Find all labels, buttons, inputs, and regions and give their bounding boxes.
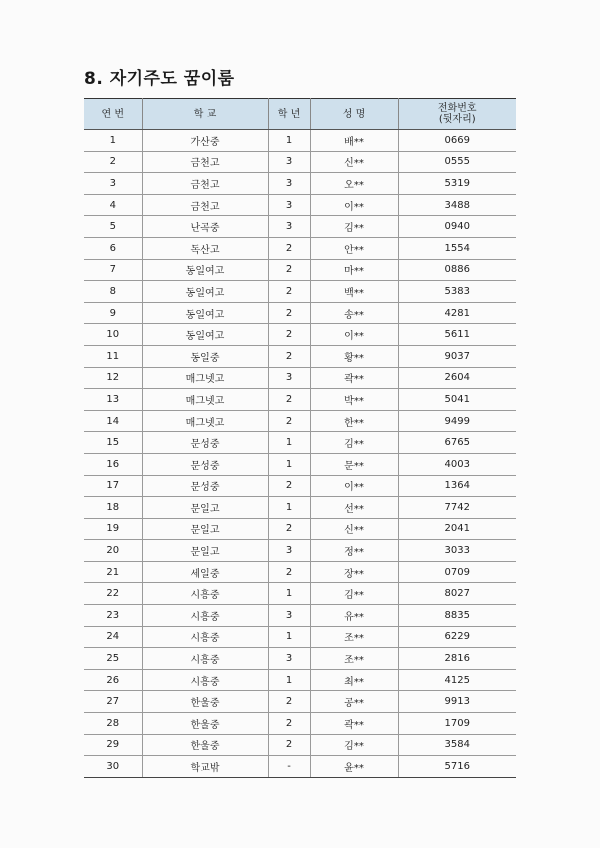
cell-name: 오** (310, 173, 398, 195)
cell-grade: 1 (268, 130, 310, 152)
cell-name: 신** (310, 518, 398, 540)
cell-grade: 2 (268, 691, 310, 713)
cell-phone: 5383 (398, 281, 516, 303)
table-row (84, 173, 516, 195)
cell-grade: 2 (268, 475, 310, 497)
cell-school: 동일여고 (142, 302, 268, 324)
cell-name: 김** (310, 432, 398, 454)
cell-phone: 9499 (398, 410, 516, 432)
cell-school: 세일중 (142, 561, 268, 583)
cell-school: 금천고 (142, 194, 268, 216)
table-row (84, 605, 516, 627)
cell-phone: 2816 (398, 648, 516, 670)
cell-no: 16 (84, 453, 142, 475)
cell-grade: 3 (268, 540, 310, 562)
header-phone-line2: (뒷자리) (438, 114, 476, 125)
table-row (84, 734, 516, 756)
cell-grade: 3 (268, 367, 310, 389)
cell-phone: 4125 (398, 669, 516, 691)
cell-school: 동일여고 (142, 259, 268, 281)
cell-no: 26 (84, 669, 142, 691)
cell-phone: 9037 (398, 345, 516, 367)
cell-name: 백** (310, 281, 398, 303)
cell-name: 윤** (310, 756, 398, 778)
cell-name: 김** (310, 583, 398, 605)
cell-no: 22 (84, 583, 142, 605)
cell-no: 2 (84, 151, 142, 173)
header-name: 성 명 (310, 99, 398, 130)
cell-no: 4 (84, 194, 142, 216)
table-row (84, 410, 516, 432)
table-row (84, 518, 516, 540)
cell-name: 유** (310, 605, 398, 627)
table-row (84, 281, 516, 303)
cell-phone: 6229 (398, 626, 516, 648)
cell-no: 30 (84, 756, 142, 778)
header-no: 연 번 (84, 99, 142, 130)
cell-name: 조** (310, 648, 398, 670)
cell-grade: 3 (268, 194, 310, 216)
cell-grade: 2 (268, 734, 310, 756)
cell-grade: 3 (268, 216, 310, 238)
table-row (84, 216, 516, 238)
cell-school: 가산중 (142, 130, 268, 152)
table-row (84, 324, 516, 346)
cell-grade: 2 (268, 281, 310, 303)
cell-grade: 2 (268, 259, 310, 281)
cell-no: 6 (84, 237, 142, 259)
cell-no: 13 (84, 389, 142, 411)
table-row (84, 713, 516, 735)
cell-phone: 4281 (398, 302, 516, 324)
cell-name: 최** (310, 669, 398, 691)
cell-grade: 2 (268, 389, 310, 411)
cell-school: 문일고 (142, 540, 268, 562)
cell-phone: 5041 (398, 389, 516, 411)
cell-grade: 2 (268, 713, 310, 735)
cell-no: 20 (84, 540, 142, 562)
table-header-row (84, 99, 516, 130)
cell-grade: 2 (268, 302, 310, 324)
cell-phone: 0555 (398, 151, 516, 173)
cell-name: 이** (310, 194, 398, 216)
table-row (84, 475, 516, 497)
cell-grade: 2 (268, 561, 310, 583)
cell-school: 동일여고 (142, 324, 268, 346)
table-row (84, 669, 516, 691)
cell-grade: 3 (268, 648, 310, 670)
cell-no: 9 (84, 302, 142, 324)
cell-grade: 2 (268, 518, 310, 540)
cell-phone: 5319 (398, 173, 516, 195)
cell-no: 12 (84, 367, 142, 389)
cell-school: 문성중 (142, 453, 268, 475)
cell-phone: 3488 (398, 194, 516, 216)
table-row (84, 130, 516, 152)
cell-phone: 3584 (398, 734, 516, 756)
cell-no: 1 (84, 130, 142, 152)
cell-no: 10 (84, 324, 142, 346)
cell-school: 동일중 (142, 345, 268, 367)
cell-school: 매그넷고 (142, 367, 268, 389)
cell-phone: 3033 (398, 540, 516, 562)
table-row (84, 367, 516, 389)
cell-school: 한울중 (142, 713, 268, 735)
table-row (84, 497, 516, 519)
cell-phone: 8835 (398, 605, 516, 627)
cell-phone: 2604 (398, 367, 516, 389)
table-row (84, 453, 516, 475)
cell-name: 선** (310, 497, 398, 519)
cell-grade: 1 (268, 669, 310, 691)
cell-phone: 4003 (398, 453, 516, 475)
cell-no: 7 (84, 259, 142, 281)
cell-school: 문일고 (142, 518, 268, 540)
table-row (84, 237, 516, 259)
cell-grade: 2 (268, 410, 310, 432)
header-phone (398, 99, 516, 130)
cell-phone: 0669 (398, 130, 516, 152)
table-row (84, 540, 516, 562)
cell-name: 마** (310, 259, 398, 281)
cell-school: 매그넷고 (142, 410, 268, 432)
cell-school: 금천고 (142, 173, 268, 195)
cell-name: 김** (310, 734, 398, 756)
table-row (84, 626, 516, 648)
cell-school: 문일고 (142, 497, 268, 519)
cell-phone: 5611 (398, 324, 516, 346)
cell-phone: 2041 (398, 518, 516, 540)
cell-phone: 1554 (398, 237, 516, 259)
cell-name: 김** (310, 216, 398, 238)
cell-phone: 9913 (398, 691, 516, 713)
cell-no: 14 (84, 410, 142, 432)
cell-name: 배** (310, 130, 398, 152)
cell-school: 동일여고 (142, 281, 268, 303)
table-row (84, 648, 516, 670)
table-row (84, 691, 516, 713)
cell-phone: 0886 (398, 259, 516, 281)
table-row (84, 302, 516, 324)
cell-grade: 2 (268, 324, 310, 346)
cell-grade: 1 (268, 432, 310, 454)
cell-phone: 7742 (398, 497, 516, 519)
table-row (84, 561, 516, 583)
cell-no: 23 (84, 605, 142, 627)
cell-grade: 1 (268, 497, 310, 519)
cell-school: 시흥중 (142, 648, 268, 670)
table-row (84, 756, 516, 778)
header-school: 학 교 (142, 99, 268, 130)
cell-grade: - (268, 756, 310, 778)
cell-school: 문성중 (142, 475, 268, 497)
cell-grade: 1 (268, 583, 310, 605)
cell-phone: 0940 (398, 216, 516, 238)
cell-school: 금천고 (142, 151, 268, 173)
cell-grade: 1 (268, 453, 310, 475)
cell-no: 27 (84, 691, 142, 713)
cell-no: 25 (84, 648, 142, 670)
cell-school: 학교밖 (142, 756, 268, 778)
cell-no: 29 (84, 734, 142, 756)
table-row (84, 194, 516, 216)
cell-school: 독산고 (142, 237, 268, 259)
cell-no: 5 (84, 216, 142, 238)
cell-grade: 3 (268, 173, 310, 195)
cell-grade: 3 (268, 151, 310, 173)
table-row (84, 151, 516, 173)
cell-name: 조** (310, 626, 398, 648)
cell-no: 11 (84, 345, 142, 367)
cell-name: 송** (310, 302, 398, 324)
table-row (84, 259, 516, 281)
cell-grade: 2 (268, 237, 310, 259)
cell-no: 21 (84, 561, 142, 583)
cell-school: 시흥중 (142, 669, 268, 691)
cell-phone: 6765 (398, 432, 516, 454)
cell-school: 문성중 (142, 432, 268, 454)
cell-grade: 3 (268, 605, 310, 627)
cell-no: 8 (84, 281, 142, 303)
cell-name: 안** (310, 237, 398, 259)
cell-no: 15 (84, 432, 142, 454)
cell-name: 정** (310, 540, 398, 562)
cell-grade: 2 (268, 345, 310, 367)
cell-name: 공** (310, 691, 398, 713)
cell-grade: 1 (268, 626, 310, 648)
roster-table (84, 98, 516, 778)
table-row (84, 389, 516, 411)
cell-no: 3 (84, 173, 142, 195)
cell-school: 시흥중 (142, 605, 268, 627)
cell-name: 이** (310, 475, 398, 497)
table-row (84, 345, 516, 367)
cell-no: 18 (84, 497, 142, 519)
cell-name: 곽** (310, 367, 398, 389)
cell-school: 한울중 (142, 691, 268, 713)
header-grade: 학 년 (268, 99, 310, 130)
cell-name: 장** (310, 561, 398, 583)
cell-no: 19 (84, 518, 142, 540)
cell-name: 황** (310, 345, 398, 367)
cell-name: 이** (310, 324, 398, 346)
cell-phone: 1364 (398, 475, 516, 497)
cell-phone: 0709 (398, 561, 516, 583)
cell-phone: 5716 (398, 756, 516, 778)
cell-name: 박** (310, 389, 398, 411)
cell-name: 곽** (310, 713, 398, 735)
cell-school: 시흥중 (142, 626, 268, 648)
cell-name: 한** (310, 410, 398, 432)
cell-school: 시흥중 (142, 583, 268, 605)
cell-name: 신** (310, 151, 398, 173)
cell-name: 문** (310, 453, 398, 475)
cell-school: 난곡중 (142, 216, 268, 238)
header-phone-line1: 전화번호 (437, 103, 477, 114)
page-title: 8. 자기주도 꿈이룸 (84, 69, 235, 89)
cell-no: 28 (84, 713, 142, 735)
table-row (84, 583, 516, 605)
cell-no: 17 (84, 475, 142, 497)
cell-school: 매그넷고 (142, 389, 268, 411)
cell-no: 24 (84, 626, 142, 648)
table-row (84, 432, 516, 454)
cell-phone: 1709 (398, 713, 516, 735)
cell-school: 한울중 (142, 734, 268, 756)
cell-phone: 8027 (398, 583, 516, 605)
